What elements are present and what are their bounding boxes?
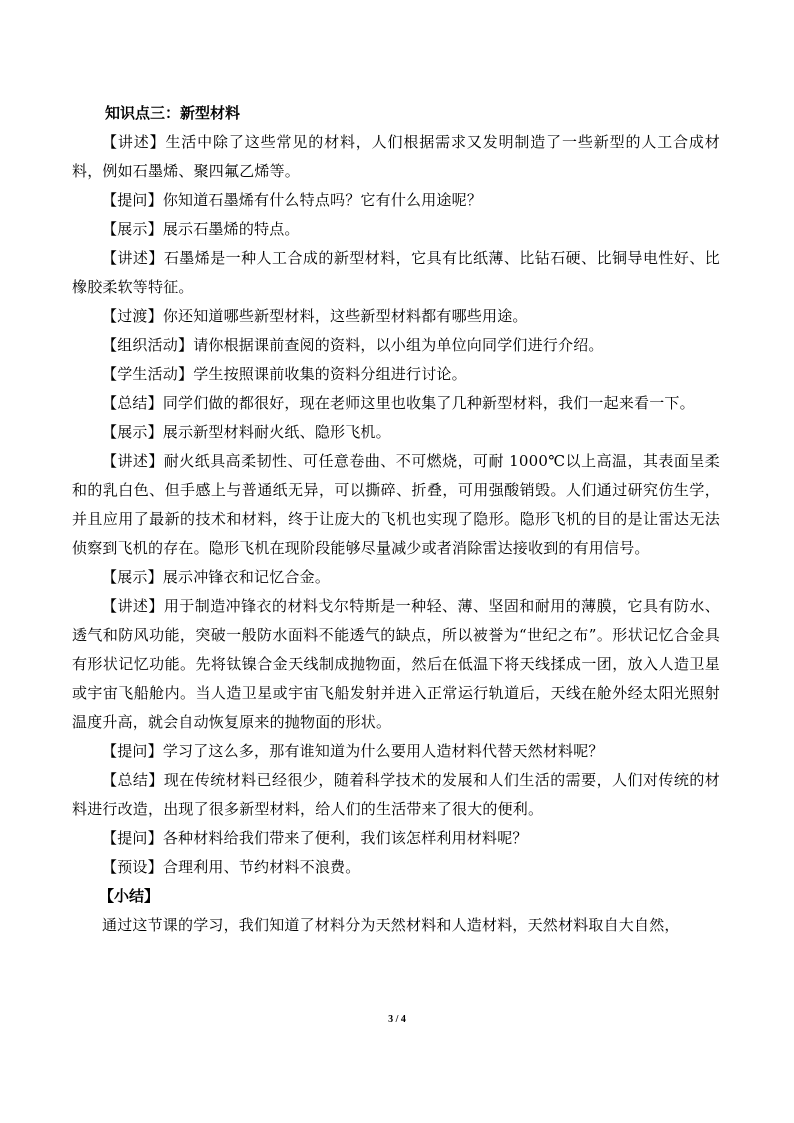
paragraph-text: 学习了这么多，那有谁知道为什么要用人造材料代替天然材料呢？	[162, 742, 604, 760]
paragraph-list	[72, 128, 720, 882]
paragraph-tag: 【过渡】	[102, 307, 163, 325]
paragraph-text: 生活中除了这些常见的材料，人们根据需求又发明制造了一些新型的人工合成材料，例如石墨烯、聚四氟乙烯等。	[72, 133, 720, 180]
paragraph-text: 展示冲锋衣和记忆合金。	[162, 568, 331, 586]
paragraph-text: 各种材料给我们带来了便利，我们该怎样利用材料呢？	[162, 829, 528, 847]
paragraph-tag: 【提问】	[102, 829, 163, 847]
paragraph	[72, 186, 720, 215]
paragraph-tag: 【展示】	[102, 220, 163, 238]
paragraph-tag: 【提问】	[102, 191, 163, 209]
paragraph-text: 合理利用、节约材料不浪费。	[162, 858, 361, 876]
paragraph-text: 用于制造冲锋衣的材料戈尔特斯是一种轻、薄、坚固和耐用的薄膜，它具有防水、透气和防风功能，突破一般防水面料不能透气的缺点，所以被誉为“世纪之布”。形状记忆合金具有形状记忆功能。先将钛镍合金天线制成抛物面，然后在低温下将天线揉成一团，放入人造卫星或宇宙飞船舱内。当人造卫星或宇宙飞船发射并进入正常运行轨道后，天线在舱外经太阳光照射温度升高，就会自动恢复原来的抛物面的形状。	[72, 597, 720, 731]
paragraph-text: 同学们做的都很好，现在老师这里也收集了几种新型材料，我们一起来看一下。	[162, 394, 695, 412]
paragraph-text: 石墨烯是一种人工合成的新型材料，它具有比纸薄、比钻石硬、比铜导电性好、比橡胶柔软等特征。	[72, 249, 720, 296]
paragraph-tag: 【讲述】	[102, 249, 164, 267]
paragraph	[72, 447, 720, 563]
paragraph-text: 展示石墨烯的特点。	[162, 220, 300, 238]
section-title: 知识点三：新型材料	[105, 104, 241, 122]
paragraph-text: 你知道石墨烯有什么特点吗？它有什么用途呢？	[162, 191, 483, 209]
paragraph-tag: 【提问】	[102, 742, 163, 760]
paragraph	[72, 128, 720, 186]
paragraph-tag: 【讲述】	[102, 597, 164, 615]
paragraph	[72, 418, 720, 447]
paragraph	[72, 331, 720, 360]
paragraph	[72, 215, 720, 244]
paragraph	[72, 737, 720, 766]
paragraph-tag: 【总结】	[102, 394, 163, 412]
paragraph-tag: 【预设】	[102, 858, 163, 876]
paragraph	[72, 824, 720, 853]
paragraph	[72, 244, 720, 302]
paragraph-text: 你还知道哪些新型材料，这些新型材料都有哪些用途。	[162, 307, 528, 325]
paragraph	[72, 563, 720, 592]
paragraph	[72, 853, 720, 882]
paragraph-tag: 【展示】	[102, 423, 163, 441]
document-body	[72, 99, 720, 940]
paragraph	[72, 766, 720, 824]
paragraph-tag: 【讲述】	[102, 133, 166, 151]
paragraph-tag: 【组织活动】	[102, 336, 194, 354]
paragraph	[72, 360, 720, 389]
paragraph	[72, 302, 720, 331]
paragraph-tag: 【展示】	[102, 568, 163, 586]
summary-heading: 【小结】	[99, 887, 160, 905]
paragraph-text: 展示新型材料耐火纸、隐形飞机。	[162, 423, 391, 441]
paragraph-text: 学生按照课前收集的资料分组进行讨论。	[193, 365, 467, 383]
paragraph-text: 请你根据课前查阅的资料，以小组为单位向同学们进行介绍。	[193, 336, 604, 354]
paragraph-tag: 【总结】	[102, 771, 164, 789]
summary-paragraph: 通过这节课的学习，我们知道了材料分为天然材料和人造材料，天然材料取自大自然，	[102, 916, 680, 934]
paragraph-text: 耐火纸具高柔韧性、可任意卷曲、不可燃烧，可耐 1000℃以上高温，其表面呈柔和的乳白色、但手感上与普通纸无异，可以撕碎、折叠，可用强酸销毁。人们通过研究仿生学，并且应用了最新的技术和材料，终于让庞大的飞机也实现了隐形。隐形飞机的目的是让雷达无法侦察到飞机的存在。隐形飞机在现阶段能够尽量减少或者消除雷达接收到的有用信号。	[72, 452, 720, 557]
paragraph-tag: 【讲述】	[102, 452, 164, 470]
paragraph-text: 现在传统材料已经很少，随着科学技术的发展和人们生活的需要，人们对传统的材料进行改造，出现了很多新型材料，给人们的生活带来了很大的便利。	[72, 771, 720, 818]
paragraph-tag: 【学生活动】	[102, 365, 194, 383]
page-number: 3 / 4	[388, 1014, 406, 1025]
paragraph	[72, 592, 720, 737]
paragraph	[72, 389, 720, 418]
